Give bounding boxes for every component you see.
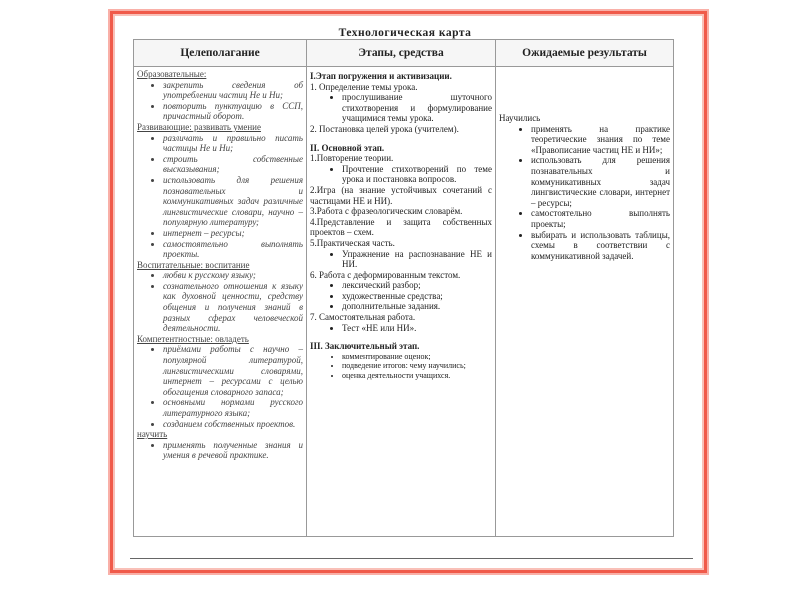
header-results: Ожидаемые результаты <box>496 40 673 67</box>
stage-2-title: II. Основной этап. <box>310 142 385 153</box>
bullet-list <box>310 323 492 334</box>
divider <box>130 558 693 559</box>
list-item: • основными нормами русского литературного языка; <box>163 397 303 418</box>
results-column <box>496 40 673 536</box>
stage-2-step: 4.Представление и защита собственных проектов – схем. <box>310 216 492 238</box>
list-item: • подведение итогов: чему научились; <box>342 361 492 371</box>
header-goals: Целеполагание <box>134 40 306 67</box>
list-item: • использовать для решения познавательных и коммуникативных задач лингвистические словари, интернет – ресурсы; <box>531 155 670 208</box>
list-item: • оценка деятельности учащихся. <box>342 371 492 381</box>
list-item: • закрепить сведения об употреблении частиц Не и Ни; <box>163 80 303 101</box>
list-item: • лексический разбор; <box>342 280 492 291</box>
stage-3-title: III. Заключительный этап. <box>310 341 420 352</box>
stage-2-step: 1.Повторение теории. <box>310 153 394 164</box>
goals-column <box>134 40 307 536</box>
list-item: • приёмами работы с научно – популярной литературой, лингвистическими словарями, интернет – ресурсами с целью обогащения словарного запаса; <box>163 344 303 397</box>
list-item: • интернет – ресурсы; <box>163 228 303 239</box>
stage-2-step: 7. Самостоятельная работа. <box>310 312 416 323</box>
list-item: • различать и правильно писать частицы Не и Ни; <box>163 133 303 154</box>
section-educational: Образовательные: <box>137 69 207 79</box>
document-title: Технологическая карта <box>338 27 472 39</box>
bullet-list <box>310 164 492 185</box>
bullet-list <box>310 92 492 124</box>
stage-2-step: 6. Работа с деформированным текстом. <box>310 269 461 280</box>
list-item: • Прочтение стихотворений по теме урока и постановка вопросов. <box>342 164 492 185</box>
list-item: • Упражнение на распознавание НЕ и НИ. <box>342 249 492 270</box>
section-teach: научить <box>137 429 168 440</box>
list-item: • сознательного отношения к языку как духовной ценности, средству общения и получения знаний в разных сферах человеческой деятельности. <box>163 281 303 334</box>
bullet-list <box>137 440 303 461</box>
list-item: • применять на практике теоретические знания по теме «Правописание частиц НЕ и НИ»; <box>531 124 670 156</box>
bullet-list <box>137 80 303 122</box>
bullet-list <box>499 124 670 262</box>
stage-1-title: I.Этап погружения и активизации. <box>310 71 452 81</box>
list-item: • самостоятельно выполнять проекты. <box>163 239 303 260</box>
stage-1-step: 1. Определение темы урока. <box>310 81 418 92</box>
list-item: • самостоятельно выполнять проекты; <box>531 208 670 229</box>
results-label: Научились <box>499 113 541 123</box>
bullet-list <box>310 249 492 270</box>
list-item: • созданием собственных проектов. <box>163 419 303 430</box>
bullet-list <box>137 344 303 429</box>
list-item: • повторить пунктуацию в ССП, причастный оборот. <box>163 101 303 122</box>
stage-2-step: 2.Игра (на знание устойчивых сочетаний с частицами НЕ и НИ). <box>310 184 492 206</box>
list-item: • комментирование оценок; <box>342 352 492 362</box>
list-item: • применять полученные знания и умения в речевой практике. <box>163 440 303 461</box>
list-item: • выбирать и использовать таблицы, схемы в соответствии с коммуникативной задачей. <box>531 230 670 262</box>
list-item: • строить собственные высказывания; <box>163 154 303 175</box>
list-item: • прослушивание шуточного стихотворения и формулирование учащимися темы урока. <box>342 92 492 124</box>
list-item: • дополнительные задания. <box>342 301 492 312</box>
bullet-list <box>310 280 492 312</box>
section-upbringing: Воспитательные: воспитание <box>137 259 250 270</box>
list-item: • использовать для решения познавательных и коммуникативных задач различные лингвистические словари, научно – популярную литературу; <box>163 175 303 228</box>
list-item: • художественные средства; <box>342 291 492 302</box>
section-competence: Компетентностные: овладеть <box>137 333 249 344</box>
stage-1-step: 2. Постановка целей урока (учителем). <box>310 123 459 134</box>
stage-2-step: 3.Работа с фразеологическим словарём. <box>310 206 463 217</box>
tech-map-table <box>133 39 674 537</box>
stages-column <box>307 40 496 536</box>
section-developing: Развивающие: развивать умение <box>137 121 261 132</box>
stage-2-step: 5.Практическая часть. <box>310 237 395 248</box>
bullet-list <box>137 270 303 334</box>
list-item: • Тест «НЕ или НИ». <box>342 323 492 334</box>
bullet-list <box>310 352 492 381</box>
header-stages: Этапы, средства <box>307 40 495 67</box>
bullet-list <box>137 133 303 260</box>
list-item: • любви к русскому языку; <box>163 270 303 281</box>
